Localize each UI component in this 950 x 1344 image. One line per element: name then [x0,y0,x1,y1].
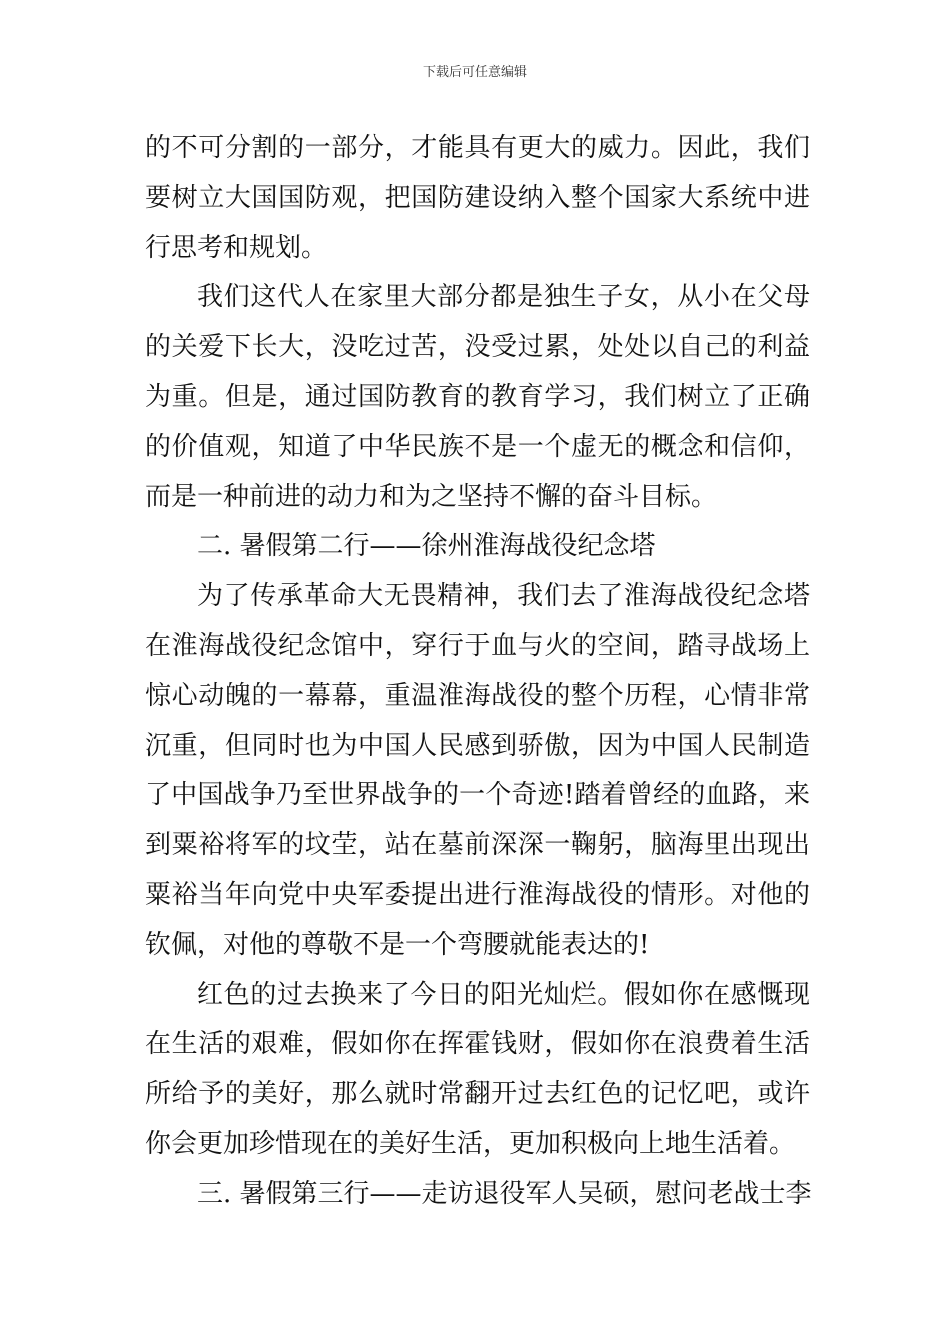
document-body [145,124,810,1220]
text-line: 而是一种前进的动力和为之坚持不懈的奋斗目标。 [145,481,718,512]
text-line: 要树立大国国防观，把国防建设纳入整个国家大系统中进 [145,182,810,213]
text-line: 为了传承革命大无畏精神，我们去了淮海战役纪念塔 [197,581,810,612]
text-line: 行思考和规划。 [145,232,328,263]
text-line: 我们这代人在家里大部分都是独生子女，从小在父母 [197,282,810,313]
text-line: 的价值观，知道了中华民族不是一个虚无的概念和信仰， [145,431,810,462]
text-line: 为重。但是，通过国防教育的教育学习，我们树立了正确 [145,381,810,412]
text-line: 了中国战争乃至世界战争的一个奇迹!踏着曾经的血路，来 [145,780,810,811]
text-line: 你会更加珍惜现在的美好生活，更加积极向上地生活着。 [145,1128,796,1159]
text-line: 沉重，但同时也为中国人民感到骄傲，因为中国人民制造 [145,730,810,761]
text-line: 的不可分割的一部分，才能具有更大的威力。因此，我们 [145,133,810,163]
text-line: 惊心动魄的一幕幕，重温淮海战役的整个历程，心情非常 [145,680,810,711]
text-line: 红色的过去换来了今日的阳光灿烂。假如你在感慨现 [197,979,810,1010]
text-line: 二. 暑假第二行——徐州淮海战役纪念塔 [197,531,656,562]
text-line: 粟裕当年向党中央军委提出进行淮海战役的情形。对他的 [145,879,810,910]
page-header: 下载后可任意编辑 [422,65,527,80]
text-line: 钦佩，对他的尊敬不是一个弯腰就能表达的! [145,929,650,960]
text-line: 在生活的艰难，假如你在挥霍钱财，假如你在浪费着生活 [145,1029,810,1060]
text-line: 到粟裕将军的坟茔，站在墓前深深一鞠躬，脑海里出现出 [145,830,810,861]
text-line: 所给予的美好，那么就时常翻开过去红色的记忆吧，或许 [145,1079,810,1110]
text-line: 的关爱下长大，没吃过苦，没受过累，处处以自己的利益 [145,332,810,363]
text-line: 三. 暑假第三行——走访退役军人吴硕，慰问老战士李 [197,1178,812,1209]
text-line: 在淮海战役纪念馆中，穿行于血与火的空间，踏寻战场上 [145,630,810,661]
